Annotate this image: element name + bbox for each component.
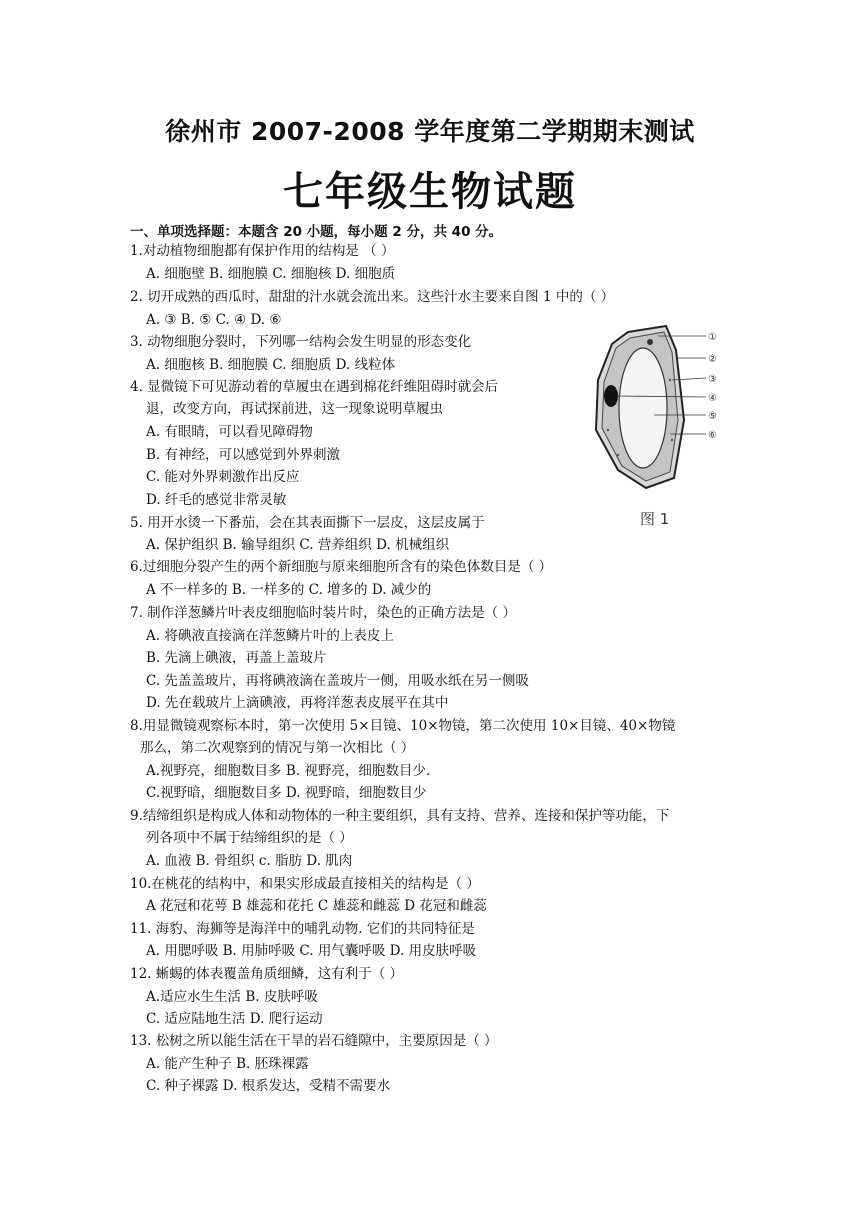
question-line-cont: 那么，第二次观察到的情况与第一次相比（ ） — [140, 740, 415, 756]
question-option-line: C. 能对外界刺激作出反应 — [146, 469, 300, 485]
plant-cell-diagram — [588, 320, 738, 535]
question-option-line: C. 先盖盖玻片，再将碘液滴在盖玻片一侧，用吸水纸在另一侧吸 — [146, 673, 529, 689]
question-line: 12. 蜥蜴的体表覆盖角质细鳞，这有利于（ ） — [130, 966, 404, 982]
question-line-cont: 列各项中不属于结缔组织的是（ ） — [146, 830, 353, 846]
question-option-line: C. 种子裸露 D. 根系发达，受精不需要水 — [146, 1078, 391, 1094]
question-option-line: A 不一样多的 B. 一样多的 C. 增多的 D. 减少的 — [146, 582, 432, 598]
exam-title: 徐州市 2007-2008 学年度第二学期期末测试 — [165, 117, 695, 146]
vacuole-shape — [619, 348, 667, 468]
question-option-line: A.视野亮，细胞数目多 B. 视野亮，细胞数目少. — [146, 763, 431, 779]
question-option-line: A. 能产生种子 B. 胚珠裸露 — [146, 1056, 309, 1072]
question-line: 2. 切开成熟的西瓜时，甜甜的汁水就会流出来。这些汁水主要来自图 1 中的（ ） — [130, 289, 615, 305]
question-line: 13. 松树之所以能生活在干旱的岩石缝隙中，主要原因是（ ） — [130, 1033, 498, 1049]
question-option-line: B. 先滴上碘液，再盖上盖玻片 — [146, 650, 327, 666]
question-line: 9.结缔组织是构成人体和动物体的一种主要组织，具有支持、营养、连接和保护等功能，下 — [130, 808, 670, 824]
question-option-line: A. 用腮呼吸 B. 用肺呼吸 C. 用气囊呼吸 D. 用皮肤呼吸 — [146, 943, 477, 959]
question-line: 6.过细胞分裂产生的两个新细胞与原来细胞所含有的染色体数目是（ ） — [130, 559, 553, 575]
question-option-line: D. 先在载玻片上滴碘液，再将洋葱表皮展平在其中 — [146, 695, 449, 711]
exam-subtitle: 七年级生物试题 — [283, 169, 577, 215]
question-line: 7. 制作洋葱鳞片叶表皮细胞临时装片时，染色的正确方法是（ ） — [130, 605, 516, 621]
question-option-line: A. 将碘液直接滴在洋葱鳞片叶的上表皮上 — [146, 628, 394, 644]
question-option-line: A 花冠和花萼 B 雄蕊和花托 C 雄蕊和雌蕊 D 花冠和雌蕊 — [146, 898, 487, 914]
question-option-line: A.适应水生生活 B. 皮肤呼吸 — [146, 989, 318, 1005]
question-line: 1.对动植物细胞都有保护作用的结构是 （ ） — [130, 243, 395, 259]
question-line: 8.用显微镜观察标本时，第一次使用 5×目镜、10×物镜，第二次使用 10×目镜、40×物镜 — [130, 718, 676, 734]
question-option-line: A. 血液 B. 骨组织 c. 脂肪 D. 肌肉 — [146, 853, 353, 869]
question-line: 5. 用开水烫一下番茄，会在其表面撕下一层皮，这层皮属于 — [130, 515, 485, 531]
question-option-line: C.视野暗，细胞数目多 D. 视野暗，细胞数目少 — [146, 785, 427, 801]
figure-label-1: ① — [708, 332, 717, 343]
question-option-line: C. 适应陆地生活 D. 爬行运动 — [146, 1011, 323, 1027]
figure-label-5: ⑤ — [708, 411, 717, 422]
figure-caption: 图 1 — [640, 510, 670, 528]
question-option-line: A. 细胞核 B. 细胞膜 C. 细胞质 D. 线粒体 — [146, 357, 396, 373]
question-option-line: D. 纤毛的感觉非常灵敏 — [146, 492, 287, 508]
figure-label-4: ④ — [708, 393, 717, 404]
figure-label-6: ⑥ — [708, 430, 717, 441]
question-line: 4. 显微镜下可见游动着的草履虫在遇到棉花纤维阻碍时就会后 — [130, 379, 499, 395]
plant-cell-figure — [588, 320, 738, 535]
question-option-line: A. ③ B. ⑤ C. ④ D. ⑥ — [146, 312, 282, 328]
figure-label-2: ② — [708, 354, 717, 365]
section-heading: 一、单项选择题：本题含 20 小题，每小题 2 分，共 40 分。 — [130, 224, 503, 240]
nucleus-shape — [604, 385, 618, 407]
question-line-cont: 退，改变方向，再试探前进，这一现象说明草履虫 — [146, 401, 443, 417]
question-option-line: B. 有神经，可以感觉到外界刺激 — [146, 447, 341, 463]
question-line: 3. 动物细胞分裂时，下列哪一结构会发生明显的形态变化 — [130, 334, 472, 350]
question-option-line: A. 有眼睛，可以看见障碍物 — [146, 424, 313, 440]
question-option-line: A. 保护组织 B. 输导组织 C. 营养组织 D. 机械组织 — [146, 537, 450, 553]
question-line: 10.在桃花的结构中，和果实形成最直接相关的结构是（ ） — [130, 876, 480, 892]
question-line: 11. 海豹、海狮等是海洋中的哺乳动物. 它们的共同特征是 — [130, 921, 475, 937]
figure-label-3: ③ — [708, 374, 717, 385]
question-option-line: A. 细胞壁 B. 细胞膜 C. 细胞核 D. 细胞质 — [146, 266, 396, 282]
